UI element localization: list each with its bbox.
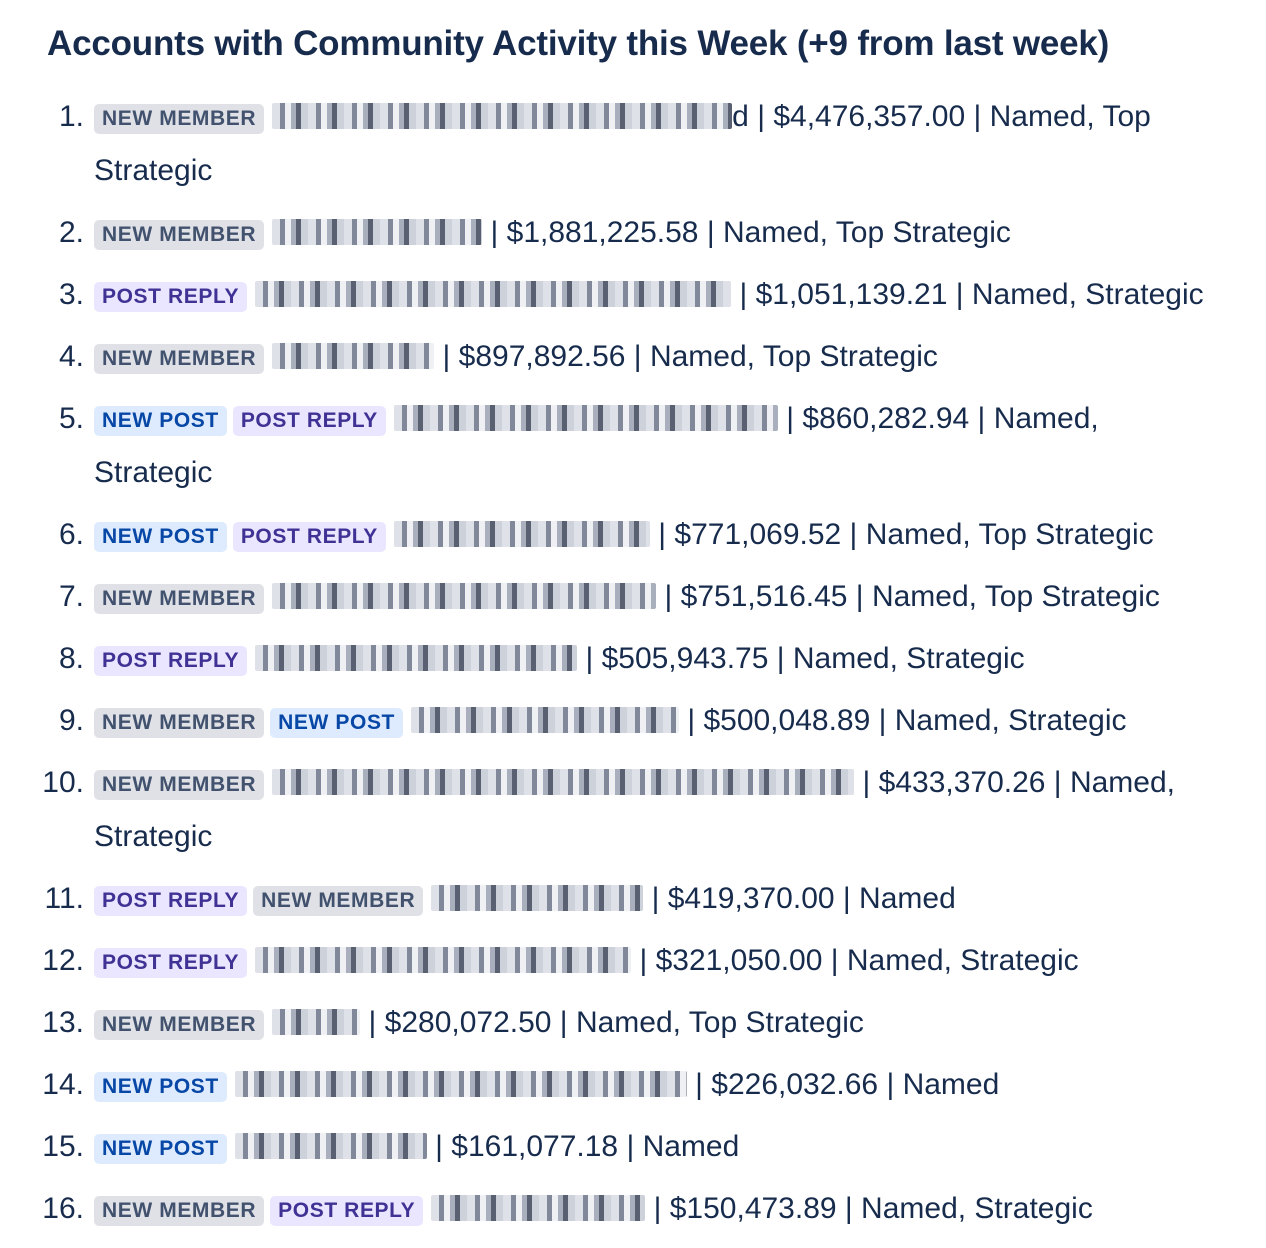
list-item [42, 1120, 1234, 1174]
account-amount: | $500,048.89 | [678, 704, 895, 737]
account-tier-continued: Strategic [94, 154, 213, 187]
account-tier-continued: Strategic [94, 456, 213, 489]
item-line [94, 508, 1234, 562]
account-amount: | $4,476,357.00 | [748, 100, 990, 133]
account-amount: | $161,077.18 | [426, 1130, 643, 1163]
account-tier: Named, Top Strategic [722, 216, 1011, 249]
account-tier: Named, [1069, 766, 1175, 799]
list-item [58, 570, 1234, 624]
account-tier: Named, Top Strategic [865, 518, 1154, 551]
item-line [94, 694, 1234, 748]
status-badge: NEW MEMBER [94, 708, 264, 738]
item-number: 5. [58, 402, 84, 435]
status-badge: NEW MEMBER [94, 1010, 264, 1040]
redacted-account-name [394, 521, 650, 547]
item-line [94, 934, 1234, 988]
status-badge: NEW MEMBER [94, 344, 264, 374]
item-line [94, 1058, 1234, 1112]
item-number: 1. [58, 100, 84, 133]
item-line [94, 1182, 1234, 1236]
account-tier: Named, Top [989, 100, 1151, 133]
status-badge: NEW POST [270, 708, 403, 738]
item-number: 13. [42, 1006, 84, 1039]
redacted-account-name [431, 1195, 645, 1221]
list-item [42, 934, 1234, 988]
status-badge: POST REPLY [94, 948, 247, 978]
account-tier: Named [902, 1068, 1000, 1101]
status-badge: NEW MEMBER [94, 104, 264, 134]
account-tier: Named [859, 882, 956, 915]
redacted-account-name [255, 281, 731, 307]
item-number: 16. [42, 1192, 84, 1225]
redacted-account-name [272, 343, 434, 369]
status-badge: NEW POST [94, 406, 227, 436]
page-title: Accounts with Community Activity this Week (+9 from last week) [47, 24, 1110, 63]
account-amount: | $897,892.56 | [434, 340, 650, 373]
status-badge: NEW POST [94, 522, 227, 552]
redacted-account-name [255, 645, 577, 671]
redacted-account-name [255, 947, 631, 973]
account-amount: | $419,370.00 | [643, 882, 860, 915]
account-tier: Named, Strategic [971, 278, 1204, 311]
status-badge: NEW MEMBER [94, 584, 264, 614]
redacted-account-name [272, 769, 854, 795]
account-amount: | $321,050.00 | [631, 944, 847, 977]
redacted-account-name [272, 103, 732, 129]
account-amount: | $1,051,139.21 | [731, 278, 972, 311]
list-item [58, 90, 1234, 198]
status-badge: NEW MEMBER [94, 1196, 264, 1226]
redacted-account-name [235, 1071, 687, 1097]
status-badge: POST REPLY [233, 406, 386, 436]
redacted-account-name [235, 1133, 427, 1159]
account-tier: Named, Strategic [846, 944, 1079, 977]
redacted-account-name [431, 885, 643, 911]
redacted-account-name [394, 405, 778, 431]
item-number: 11. [44, 882, 84, 915]
item-number: 12. [42, 944, 84, 977]
status-badge: POST REPLY [94, 282, 247, 312]
list-item [58, 694, 1234, 748]
list-item [42, 996, 1234, 1050]
account-tier: Named [642, 1130, 740, 1163]
account-amount: | $751,516.45 | [656, 580, 872, 613]
item-line [94, 872, 1234, 926]
redacted-account-name [272, 1009, 360, 1035]
account-amount: | $505,943.75 | [577, 642, 793, 675]
account-amount: | $1,881,225.58 | [482, 216, 723, 249]
account-name-tail: d [732, 100, 749, 133]
status-badge: POST REPLY [233, 522, 386, 552]
status-badge: POST REPLY [94, 646, 247, 676]
list-item [58, 392, 1234, 500]
account-amount: | $433,370.26 | [854, 766, 1070, 799]
item-number: 9. [58, 704, 84, 737]
status-badge: POST REPLY [94, 886, 247, 916]
item-number: 8. [58, 642, 84, 675]
account-amount: | $280,072.50 | [360, 1006, 576, 1039]
item-line [94, 330, 1234, 384]
item-line [94, 632, 1234, 686]
list-item [58, 330, 1234, 384]
status-badge: NEW POST [94, 1072, 227, 1102]
item-number: 10. [42, 766, 84, 799]
list-item [58, 508, 1234, 562]
list-item [58, 206, 1234, 260]
account-tier: Named, Top Strategic [871, 580, 1160, 613]
list-item [44, 872, 1234, 926]
status-badge: NEW POST [94, 1134, 227, 1164]
list-item [42, 1058, 1234, 1112]
account-amount: | $860,282.94 | [777, 402, 994, 435]
account-tier: Named, Strategic [894, 704, 1127, 737]
account-tier: Named, Top Strategic [649, 340, 938, 373]
item-line [94, 90, 1234, 144]
item-line [94, 996, 1234, 1050]
account-tier: Named, Top Strategic [575, 1006, 864, 1039]
item-number: 2. [58, 216, 84, 249]
redacted-account-name [272, 219, 482, 245]
item-line [94, 1120, 1234, 1174]
item-number: 4. [58, 340, 84, 373]
list-item [58, 632, 1234, 686]
list-item [42, 756, 1234, 864]
account-tier: Named, [993, 402, 1099, 435]
redacted-account-name [272, 583, 656, 609]
list-item [42, 1182, 1234, 1236]
item-number: 14. [42, 1068, 84, 1101]
status-badge: NEW MEMBER [94, 220, 264, 250]
item-line [94, 206, 1234, 260]
redacted-account-name [411, 707, 679, 733]
account-amount: | $771,069.52 | [649, 518, 866, 551]
account-tier: Named, Strategic [861, 1192, 1093, 1225]
account-tier-continued: Strategic [94, 820, 213, 853]
item-number: 15. [42, 1130, 84, 1163]
status-badge: NEW MEMBER [253, 886, 423, 916]
item-number: 3. [58, 278, 84, 311]
item-line [94, 570, 1234, 624]
status-badge: POST REPLY [270, 1196, 423, 1226]
item-line [94, 756, 1234, 810]
item-number: 6. [58, 518, 84, 551]
account-tier: Named, Strategic [792, 642, 1025, 675]
item-number: 7. [58, 580, 84, 613]
account-amount: | $150,473.89 | [645, 1192, 862, 1225]
item-line [94, 392, 1234, 446]
account-amount: | $226,032.66 | [686, 1068, 903, 1101]
item-line [94, 268, 1234, 322]
list-item [58, 268, 1234, 322]
status-badge: NEW MEMBER [94, 770, 264, 800]
